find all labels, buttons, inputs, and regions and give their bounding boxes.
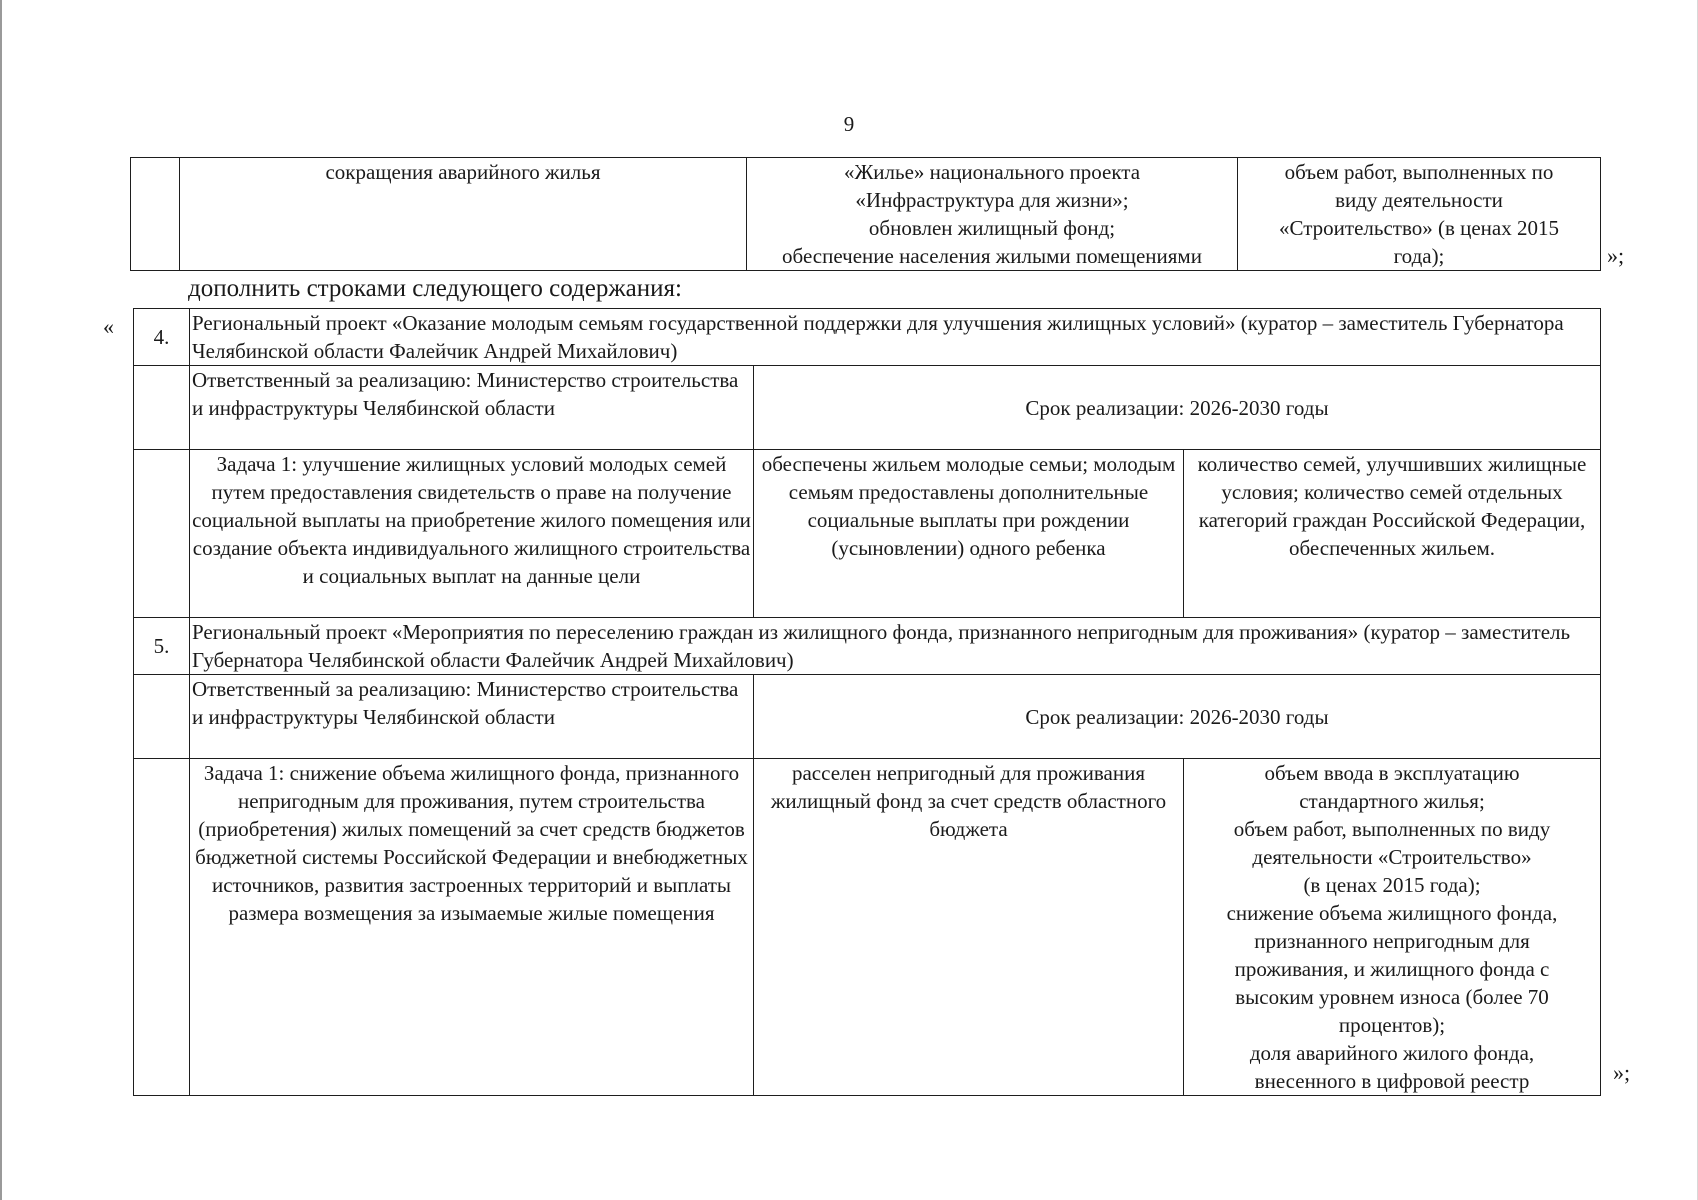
result-line: «Инфраструктура для жизни»;	[855, 188, 1129, 212]
row-number: 5.	[134, 618, 190, 675]
result-line: «Жилье» национального проекта	[843, 160, 1141, 184]
indicator-line: снижение объема жилищного фонда,	[1226, 901, 1558, 925]
indicator-cell: количество семей, улучшивших жилищные условия; количество семей отдельных категорий граждан Российской Федерации, обеспеченных жильем.	[1184, 450, 1601, 618]
result-cell: расселен непригодный для проживания жилищный фонд за счет средств областного бюджета	[754, 759, 1184, 1096]
project-row	[134, 618, 1601, 675]
indicator-line: деятельности «Строительство»	[1252, 845, 1532, 869]
scan-edge-left	[0, 0, 2, 1200]
project-title-cell: Региональный проект «Оказание молодым семьям государственной поддержки для улучшения жилищных условий» (куратор – заместитель Губернатора Челябинской области Фалейчик Андрей Михайлович)	[190, 309, 1601, 366]
indicator-line: стандартного жилья;	[1299, 789, 1485, 813]
indicator-line: объем работ, выполненных по виду	[1233, 817, 1551, 841]
responsible-row	[134, 675, 1601, 759]
result-cell: обеспечены жильем молодые семьи; молодым семьям предоставлены дополнительные социальные выплаты при рождении (усыновлении) одного ребенка	[754, 450, 1184, 618]
amendment-intro-text: дополнить строками следующего содержания:	[188, 275, 682, 302]
indicator-line: процентов);	[1338, 1013, 1446, 1037]
number-cell	[131, 158, 180, 271]
task-cell: Задача 1: улучшение жилищных условий молодых семей путем предоставления свидетельств о праве на получение социальной выплаты на приобретение жилого помещения или создание объекта индивидуального жилищного строительства и социальных выплат на данные цели	[190, 450, 754, 618]
project-row	[134, 309, 1601, 366]
responsible-cell: Ответственный за реализацию: Министерство строительства и инфраструктуры Челябинской области	[190, 366, 754, 450]
opening-quote: «	[103, 314, 114, 339]
continuation-row	[131, 158, 1601, 271]
indicator-cell	[1184, 759, 1601, 1096]
term-cell: Срок реализации: 2026-2030 годы	[754, 366, 1601, 450]
term-cell: Срок реализации: 2026-2030 годы	[754, 675, 1601, 759]
number-cell	[134, 759, 190, 1096]
responsible-cell: Ответственный за реализацию: Министерство строительства и инфраструктуры Челябинской области	[190, 675, 754, 759]
closing-quote: »;	[1613, 1060, 1631, 1085]
continuation-indicator-cell	[1238, 158, 1601, 271]
task-cell: Задача 1: снижение объема жилищного фонда, признанного непригодным для проживания, путем строительства (приобретения) жилых помещений за счет средств бюджетов бюджетной системы Российской Федерации и внебюджетных источников, развития застроенных территорий и выплаты размера возмещения за изымаемые жилые помещения	[190, 759, 754, 1096]
indicator-line: объем ввода в эксплуатацию	[1264, 761, 1520, 785]
continuation-task-cell: сокращения аварийного жилья	[180, 158, 747, 271]
task-row	[134, 450, 1601, 618]
indicator-line: «Строительство» (в ценах 2015	[1278, 216, 1559, 240]
indicator-line: объем работ, выполненных по	[1284, 160, 1554, 184]
number-cell	[134, 366, 190, 450]
indicator-line: внесенного в цифровой реестр	[1254, 1069, 1530, 1093]
indicator-line: признанного непригодным для	[1254, 929, 1530, 953]
indicator-line: высоким уровнем износа (более 70	[1235, 985, 1549, 1009]
indicator-line: (в ценах 2015 года);	[1303, 873, 1481, 897]
task-row	[134, 759, 1601, 1096]
page-number: 9	[843, 112, 855, 136]
responsible-row	[134, 366, 1601, 450]
project-title-cell: Региональный проект «Мероприятия по переселению граждан из жилищного фонда, признанного непригодным для проживания» (куратор – заместитель Губернатора Челябинской области Фалейчик Андрей Михайлович)	[190, 618, 1601, 675]
closing-quote: »;	[1607, 243, 1625, 268]
continuation-table	[130, 157, 1601, 271]
added-rows-table	[133, 308, 1601, 1096]
number-cell	[134, 675, 190, 759]
row-number: 4.	[134, 309, 190, 366]
indicator-line: доля аварийного жилого фонда,	[1249, 1041, 1535, 1065]
indicator-line: года);	[1393, 244, 1445, 268]
continuation-result-cell	[747, 158, 1238, 271]
number-cell	[134, 450, 190, 618]
indicator-line: виду деятельности	[1335, 188, 1503, 212]
indicator-line: проживания, и жилищного фонда с	[1234, 957, 1550, 981]
result-line: обеспечение населения жилыми помещениями	[782, 244, 1202, 268]
result-line: обновлен жилищный фонд;	[868, 216, 1116, 240]
